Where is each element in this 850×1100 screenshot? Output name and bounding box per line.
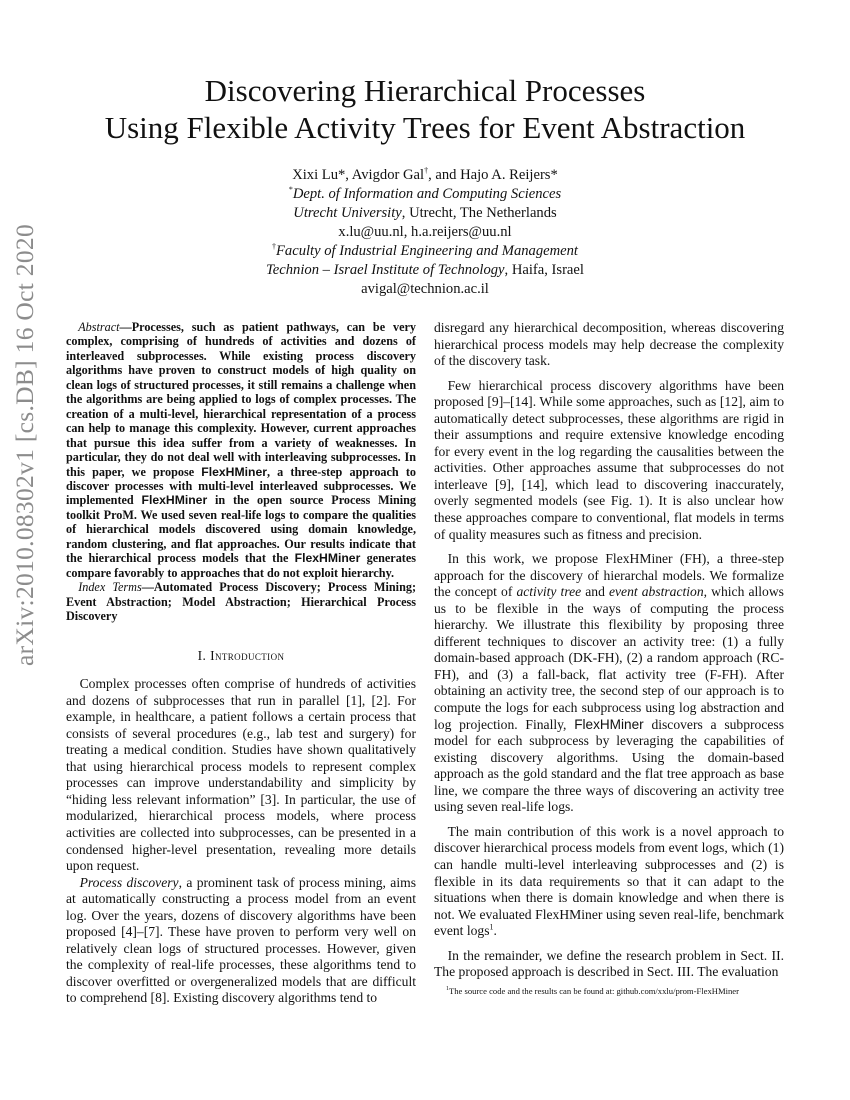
index-terms: Index Terms—Automated Process Discovery; Process Mining; Event Abstraction; Model Abstraction; Hierarchical Process Discovery	[66, 580, 416, 624]
intro-paragraph-1: Complex processes often comprise of hundreds of activities and dozens of subprocesses that run in parallel [1], [2]. For example, in healthcare, a patient follows a certain process that consists of several procedures (e.g., lab test and surgery) for treating a medical condition. Studies have shown qualitatively that using hierarchical process models to represent complex processes can improve understandability and simplicity by “hiding less relevant information” [3]. In particular, the use of modularized, hierarchical process models, where process activities are collected into subprocesses, can be presented in a condensed higher-level presentation, revealing more details upon request.	[66, 676, 416, 874]
footnote: $^1$The source code and the results can be found at: github.com/xxlu/prom-FlexHMiner	[446, 986, 739, 996]
title-line-1: Discovering Hierarchical Processes	[204, 73, 646, 108]
right-column	[434, 320, 784, 981]
paper-title	[40, 72, 810, 146]
intro-paragraph-4: In this work, we propose FlexHMiner (FH), a three-step approach for the discovery of hierarchal models. We formalize the concept of activity tree and event abstraction, which allows us to be flexible in the ways of computing the process hierarchy. We illustrate this flexibility by proposing three different techniques to discover an activity tree: (1) a fully domain-based approach (DK-FH), (2) a random approach (RC-FH), and (3) a fall-back, flat activity tree (F-FH). After obtaining an activity tree, the second step of our approach is to compute the logs for each subprocess using log abstraction and log projection. Finally, FlexHMiner discovers a subprocess model for each subprocess by leveraging the capabilities of existing discovery algorithms. Using the domain-based approach as the gold standard and the flat tree approach as base line, we compare the three ways of discovering an activity tree using seven real-life logs.	[434, 551, 784, 815]
intro-paragraph-5: The main contribution of this work is a novel approach to discover hierarchical process models from event logs, which (1) can handle multi-level interleaving subprocesses and (2) is flexible in its data requirements so that it can adapt to the situations when there is domain knowledge and when there is not. We evaluated FlexHMiner using seven real-life, benchmark event logs$^1$.	[434, 823, 784, 939]
left-column	[66, 320, 416, 1007]
title-line-2: Using Flexible Activity Trees for Event Abstraction	[104, 110, 746, 145]
author-names: Xixi Lu*, Avigdor Gal†, and Hajo A. Reijers*	[292, 166, 558, 183]
intro-paragraph-6: In the remainder, we define the research problem in Sect. II. The proposed approach is described in Sect. III. The evaluation	[434, 947, 784, 980]
affiliation-2-email: avigal@technion.ac.il	[361, 281, 489, 297]
affiliation-1-location: Utrecht University, Utrecht, The Netherlands	[293, 205, 557, 221]
abstract: Abstract—Processes, such as patient pathways, can be very complex, comprising of hundreds of activities and dozens of interleaved subprocesses. While existing process discovery algorithms have proven to construct models of high quality on clean logs of structured processes, it still remains a challenge when the algorithms are being applied to logs of complex processes. The creation of a multi-level, hierarchical representation of a process can help to manage this complexity. However, current approaches that pursue this idea suffer from a variety of weaknesses. In particular, they do not deal well with interleaving subprocesses. In this paper, we propose FlexHMiner, a three-step approach to discover processes with multi-level interleaved subprocesses. We implemented FlexHMiner in the open source Process Mining toolkit ProM. We used seven real-life logs to compare the qualities of hierarchical models discovered using domain knowledge, random clustering, and flat approaches. Our results indicate that the hierarchical process models that the FlexHMiner generates compare favorably to approaches that do not exploit hierarchy.	[66, 320, 416, 580]
footnote-text: The source code and the results can be found at: github.com/xxlu/prom-FlexHMiner	[449, 986, 739, 996]
intro-paragraph-3: Few hierarchical process discovery algorithms have been proposed [9]–[14]. While some approaches, such as [12], aim to automatically detect subprocesses, these algorithms are rigid in their assumptions and require extensive knowledge encoding for every event in the log regarding the causalities between the activities. Other approaches assume that subprocesses do not interleave [9], [14], which lead to discovering inaccurately, overly segmented models (see Fig. 1). It is also unclear how these approaches compare to conventional, flat models in terms of quality measures such as fitness and precision.	[434, 377, 784, 542]
affiliation-2-location: Technion – Israel Institute of Technology, Haifa, Israel	[266, 262, 584, 278]
author-block	[40, 166, 810, 299]
footnote-ref-1[interactable]: 1	[489, 922, 494, 932]
arxiv-stamp	[2, 223, 48, 666]
arxiv-stamp-text: arXiv:2010.08302v1 [cs.DB] 16 Oct 2020	[10, 223, 39, 666]
section-heading-introduction: I. Introduction	[197, 647, 285, 663]
affiliation-1-dept: *Dept. of Information and Computing Sciences	[288, 185, 562, 202]
affiliation-1-email: x.lu@uu.nl, h.a.reijers@uu.nl	[338, 224, 512, 240]
affiliation-2-dept: †Faculty of Industrial Engineering and Management	[272, 242, 578, 259]
intro-paragraph-2: Process discovery, a prominent task of process mining, aims at automatically constructing a process model from an event log. Over the years, dozens of discovery algorithms have been proposed [4]–[7]. These have proven to perform very well on relatively clean logs of structured processes. However, given the complexity of real-life processes, these algorithms tend to discover overfitted or overgeneralized models that are difficult to comprehend [8]. Existing discovery algorithms tend to	[66, 874, 416, 1006]
intro-paragraph-2-continued: disregard any hierarchical decomposition, whereas discovering hierarchical process models may help decrease the complexity of the discovery task.	[434, 320, 784, 369]
